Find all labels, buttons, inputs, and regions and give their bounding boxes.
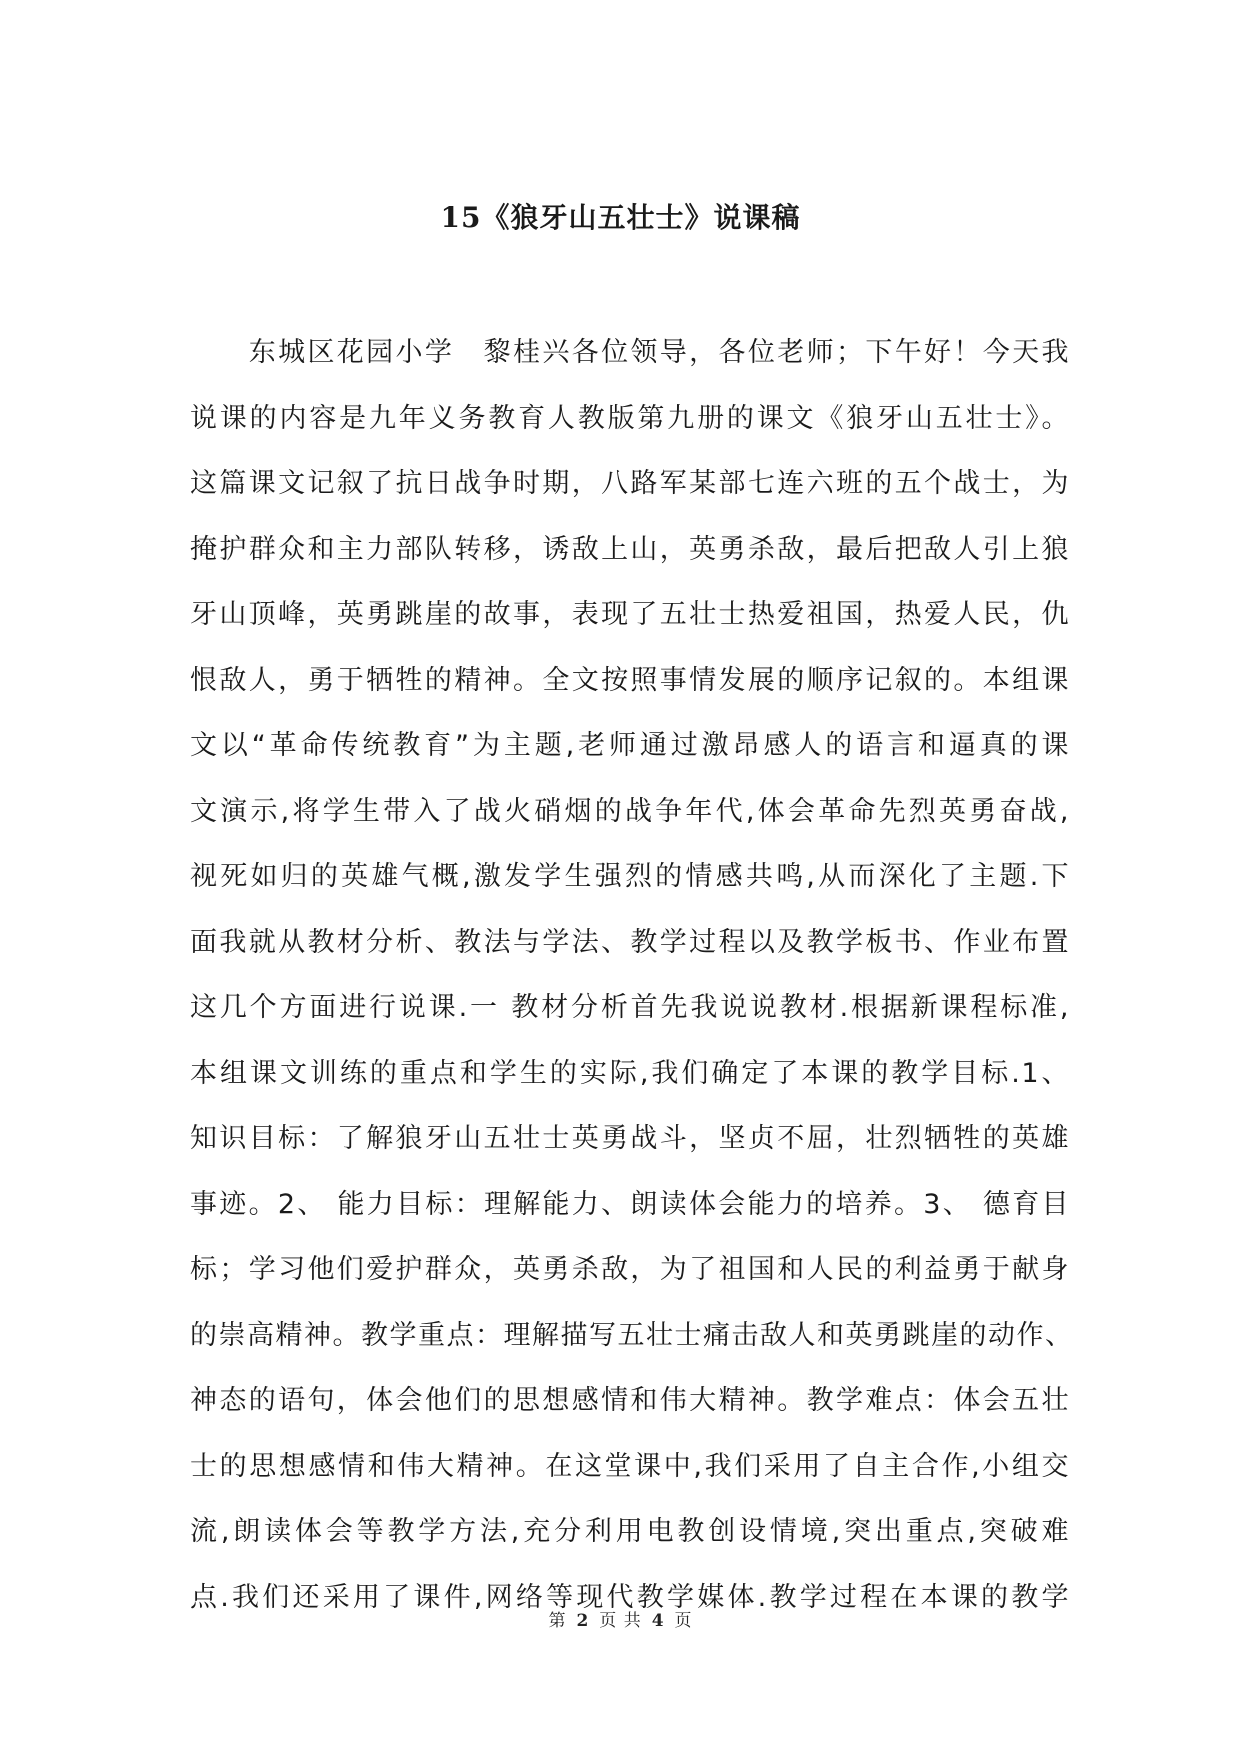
body-line: 事迹。2、 能力目标：理解能力、朗读体会能力的培养。3、 德育目 (190, 1188, 1070, 1220)
body-line: 这篇课文记叙了抗日战争时期，八路军某部七连六班的五个战士，为 (190, 468, 1070, 499)
body-line: 文以“革命传统教育”为主题,老师通过激昂感人的语言和逼真的课 (190, 730, 1070, 761)
body-line: 视死如归的英雄气概,激发学生强烈的情感共鸣,从而深化了主题.下 (190, 861, 1070, 892)
page-number-footer (0, 1606, 1241, 1631)
body-line: 点.我们还采用了课件,网络等现代教学媒体.教学过程在本课的教学 (190, 1581, 1070, 1613)
body-line: 神态的语句，体会他们的思想感情和伟大精神。教学难点：体会五壮 (190, 1385, 1070, 1416)
footer-prefix: 第 (548, 1611, 567, 1631)
body-line: 的崇高精神。教学重点：理解描写五壮士痛击敌人和英勇跳崖的动作、 (190, 1319, 1074, 1351)
footer-suffix: 页 (674, 1611, 693, 1631)
current-page-number: 2 (576, 1611, 590, 1631)
body-line: 牙山顶峰，英勇跳崖的故事，表现了五壮士热爱祖国，热爱人民，仇 (190, 599, 1070, 630)
body-line: 东城区花园小学 黎桂兴各位领导，各位老师；下午好！今天我 (190, 337, 1070, 368)
body-line: 知识目标：了解狼牙山五壮士英勇战斗，坚贞不屈，壮烈牺牲的英雄 (190, 1123, 1070, 1154)
document-title: 15《狼牙山五壮士》说课稿 (440, 201, 801, 234)
body-line: 这几个方面进行说课.一 教材分析首先我说说教材.根据新课程标准, (190, 992, 1070, 1023)
body-line: 恨敌人，勇于牺牲的精神。全文按照事情发展的顺序记叙的。本组课 (190, 664, 1070, 696)
body-line: 本组课文训练的重点和学生的实际,我们确定了本课的教学目标.1、 (190, 1057, 1070, 1089)
body-line: 标；学习他们爱护群众，英勇杀敌，为了祖国和人民的利益勇于献身 (190, 1254, 1070, 1285)
body-line: 掩护群众和主力部队转移，诱敌上山，英勇杀敌，最后把敌人引上狼 (190, 533, 1070, 565)
body-line: 文演示,将学生带入了战火硝烟的战争年代,体会革命先烈英勇奋战, (190, 795, 1070, 827)
total-page-number: 4 (651, 1611, 665, 1631)
document-body (190, 320, 1074, 1630)
body-line: 说课的内容是九年义务教育人教版第九册的课文《狼牙山五壮士》。 (190, 402, 1070, 434)
footer-middle: 页 共 (599, 1611, 642, 1631)
body-line: 流,朗读体会等教学方法,充分利用电教创设情境,突出重点,突破难 (190, 1516, 1070, 1547)
body-line: 面我就从教材分析、教法与学法、教学过程以及教学板书、作业布置 (190, 926, 1070, 958)
body-line: 士的思想感情和伟大精神。在这堂课中,我们采用了自主合作,小组交 (190, 1450, 1070, 1482)
